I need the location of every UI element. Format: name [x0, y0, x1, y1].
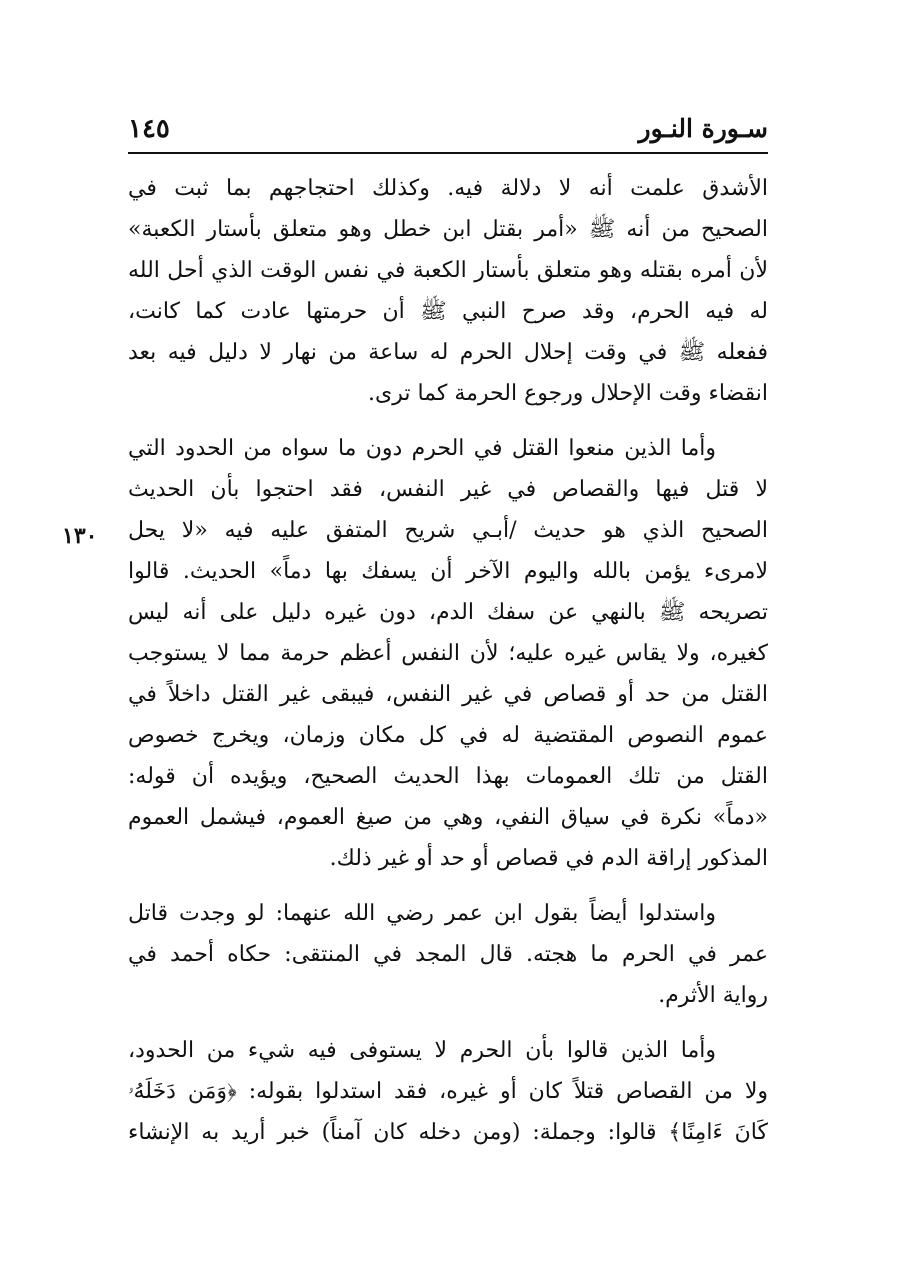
- paragraph: [128, 428, 768, 879]
- running-title: سـورة النـور: [638, 114, 768, 143]
- paragraph: [128, 168, 768, 414]
- text-line: رواية الأثرم.: [658, 983, 768, 1008]
- text-line: عموم النصوص المقتضية له في كل مكان وزمان، ويخرج خصوص: [128, 723, 768, 748]
- text-line: عمر في الحرم ما هجته. قال المجد في المنتقى: حكاه أحمد في: [128, 942, 768, 967]
- page-header: [128, 112, 768, 152]
- text-line: لأن أمره بقتله وهو متعلق بأستار الكعبة في نفس الوقت الذي أحل الله: [128, 258, 768, 283]
- text-line: لا قتل فيها والقصاص في غير النفس، فقد احتجوا بأن الحديث: [128, 477, 768, 502]
- text-line: له فيه الحرم، وقد صرح النبي ﷺ أن حرمتها عادت كما كانت،: [128, 299, 768, 324]
- margin-folio-note: ١٣٠: [62, 523, 98, 549]
- text-line: واستدلوا أيضاً بقول ابن عمر رضي الله عنهما: لو وجدت قاتل: [128, 901, 716, 926]
- body-text: [128, 168, 768, 1153]
- text-line: كَانَ ءَامِنًا﴾ قالوا: وجملة: (ومن دخله كان آمناً) خبر أريد به الإنشاء: [128, 1120, 768, 1145]
- text-line: الصحيح الذي هو حديث /أبـي شريح المتفق عليه فيه «لا يحل: [128, 518, 768, 543]
- paragraph: [128, 1030, 768, 1153]
- text-line: وأما الذين قالوا بأن الحرم لا يستوفى فيه شيء من الحدود،: [128, 1038, 716, 1063]
- text-line: القتل من تلك العمومات بهذا الحديث الصحيح، ويؤيده أن قوله:: [128, 764, 768, 789]
- text-line: القتل من حد أو قصاص في غير النفس، فيبقى غير القتل داخلاً في: [128, 682, 768, 707]
- text-line: انقضاء وقت الإحلال ورجوع الحرمة كما ترى.: [367, 381, 768, 406]
- text-line: تصريحه ﷺ بالنهي عن سفك الدم، دون غيره دليل على أنه ليس: [128, 600, 768, 625]
- paragraph: [128, 893, 768, 1016]
- text-line: «دماً» نكرة في سياق النفي، وهي من صيغ العموم، فيشمل العموم: [128, 805, 768, 830]
- page-number: ١٤٥: [128, 114, 170, 144]
- text-line: ولا من القصاص قتلاً كان أو غيره، فقد استدلوا بقوله: ﴿وَمَن دَخَلَهُۥ: [128, 1079, 768, 1104]
- text-line: وأما الذين منعوا القتل في الحرم دون ما سواه من الحدود التي: [128, 436, 716, 461]
- text-line: كغيره، ولا يقاس غيره عليه؛ لأن النفس أعظم حرمة مما لا يستوجب: [128, 641, 768, 666]
- text-line: لامرىء يؤمن بالله واليوم الآخر أن يسفك بها دماً» الحديث. قالوا: [128, 559, 768, 584]
- text-line: ففعله ﷺ في وقت إحلال الحرم له ساعة من نهار لا دليل فيه بعد: [128, 340, 768, 365]
- text-line: الأشدق علمت أنه لا دلالة فيه. وكذلك احتجاجهم بما ثبت في: [128, 176, 768, 201]
- header-rule: [128, 152, 768, 154]
- text-line: الصحيح من أنه ﷺ «أمر بقتل ابن خطل وهو متعلق بأستار الكعبة»: [128, 217, 768, 242]
- text-line: المذكور إراقة الدم في قصاص أو حد أو غير ذلك.: [329, 846, 768, 871]
